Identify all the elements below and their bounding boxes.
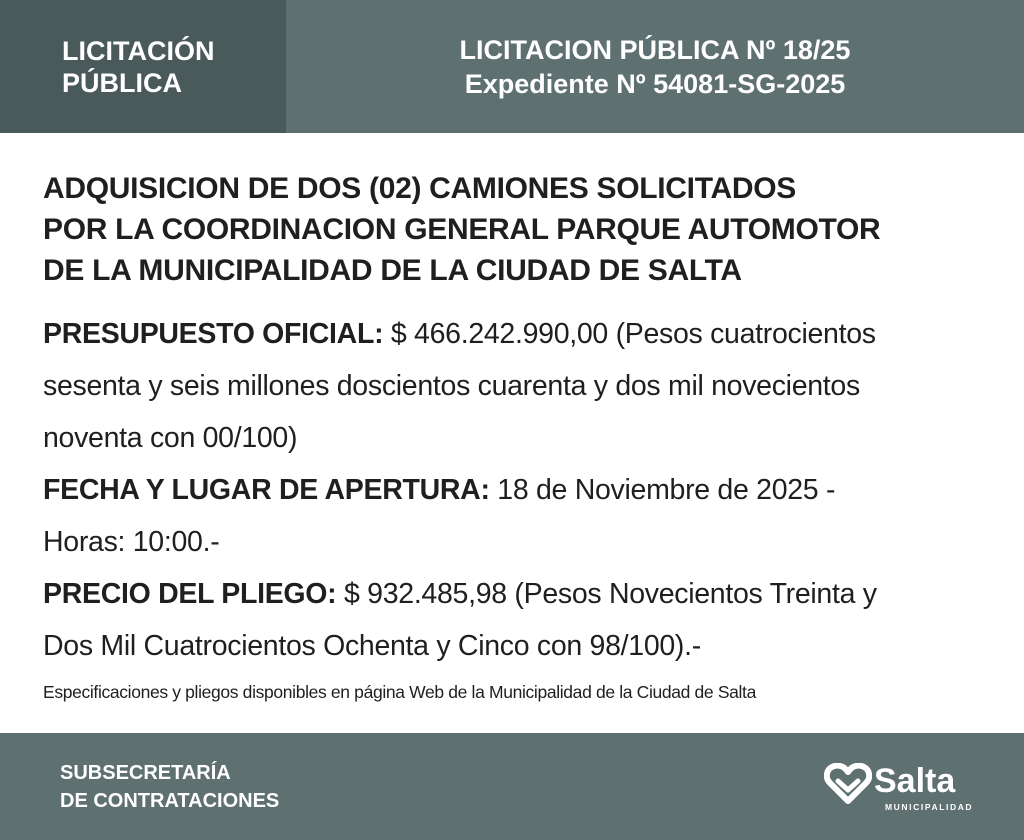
opening-date-label: FECHA Y LUGAR DE APERTURA: <box>43 474 490 506</box>
department-line1: SUBSECRETARÍA <box>60 762 231 784</box>
official-budget-value: $ 466.242.990,00 (Pesos cuatrocientos <box>383 318 876 350</box>
title-line: ADQUISICION DE DOS (02) CAMIONES SOLICITADOS <box>43 172 796 205</box>
heart-logo-icon <box>824 763 872 805</box>
title-line: DE LA MUNICIPALIDAD DE LA CIUDAD DE SALTA <box>43 254 742 287</box>
header-label-line2: PÚBLICA <box>62 67 182 98</box>
document-price-label: PRECIO DEL PLIEGO: <box>43 578 337 610</box>
opening-date-value: 18 de Noviembre de 2025 - <box>489 474 836 506</box>
opening-date <box>43 464 993 568</box>
department-name <box>60 759 279 815</box>
notice-body <box>43 168 993 703</box>
header-reference-box <box>286 0 1024 133</box>
official-budget-text: noventa con 00/100) <box>43 422 298 454</box>
document-price <box>43 568 993 672</box>
logo-wordmark: Salta <box>874 762 956 800</box>
document-price-text: Dos Mil Cuatrocientos Ochenta y Cinco con 98/100).- <box>43 630 701 662</box>
notice-title <box>43 168 993 291</box>
official-budget-text: sesenta y seis millones doscientos cuarenta y dos mil novecientos <box>43 370 860 402</box>
file-number: Expediente Nº 54081-SG-2025 <box>464 68 846 99</box>
title-line: POR LA COORDINACION GENERAL PARQUE AUTOMOTOR <box>43 213 881 246</box>
opening-time: Horas: 10:00.- <box>43 526 220 558</box>
official-budget <box>43 308 993 464</box>
official-budget-label: PRESUPUESTO OFICIAL: <box>43 318 384 350</box>
department-line2: DE CONTRATACIONES <box>60 790 280 812</box>
header-label-box <box>0 0 286 133</box>
availability-note: Especificaciones y pliegos disponibles en página Web de la Municipalidad de la Ciudad de Salta <box>43 682 756 702</box>
salta-logo <box>824 761 984 817</box>
document-price-value: $ 932.485,98 (Pesos Novecientos Treinta y <box>336 578 877 610</box>
tender-number: LICITACION PÚBLICA Nº 18/25 <box>459 34 851 65</box>
header-label-line1: LICITACIÓN <box>62 35 215 66</box>
logo-subtitle: MUNICIPALIDAD <box>885 802 974 812</box>
header-banner <box>0 0 1024 133</box>
footer-banner <box>0 733 1024 840</box>
